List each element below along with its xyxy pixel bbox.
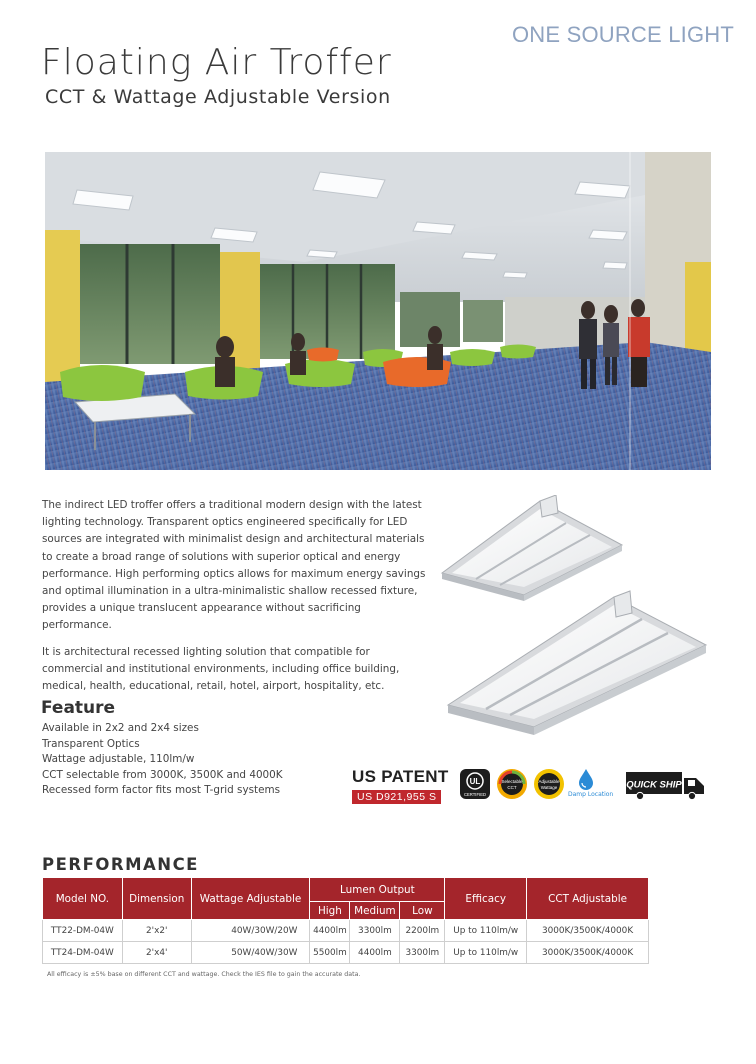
ul-label: CERTIFIED bbox=[463, 792, 487, 797]
feature-item: Recessed form factor fits most T-grid systems bbox=[42, 784, 281, 797]
header-lumen-output: Lumen Output bbox=[310, 878, 445, 902]
table-row bbox=[43, 920, 649, 942]
ul-certified-icon bbox=[459, 768, 491, 800]
cell-dimension: 2'x4' bbox=[122, 942, 191, 964]
performance-heading: PERFORMANCE bbox=[42, 855, 199, 874]
cell-low: 2200lm bbox=[400, 920, 445, 942]
fixture-2x2-image bbox=[442, 495, 622, 601]
feature-heading: Feature bbox=[41, 698, 116, 718]
quick-ship-label: QUICK SHIP bbox=[626, 779, 682, 791]
page-title: Floating Air Troffer bbox=[41, 42, 392, 83]
cell-cct: 3000K/3500K/4000K bbox=[527, 920, 649, 942]
performance-table bbox=[42, 877, 649, 964]
svg-text:Wattage: Wattage bbox=[540, 785, 558, 790]
svg-text:Selectable: Selectable bbox=[501, 779, 523, 784]
feature-item: Wattage adjustable, 110lm/w bbox=[42, 753, 195, 766]
header-high: High bbox=[310, 902, 350, 920]
damp-location-label: Damp Location bbox=[568, 791, 614, 798]
adjustable-wattage-icon bbox=[533, 768, 565, 800]
cell-high: 5500lm bbox=[310, 942, 350, 964]
us-patent-badge bbox=[352, 768, 449, 804]
cell-wattage: 40W/30W/20W bbox=[191, 920, 310, 942]
header-model: Model NO. bbox=[43, 878, 123, 920]
cell-dimension: 2'x2' bbox=[122, 920, 191, 942]
performance-footnote: All efficacy is ±5% base on different CCT and wattage. Check the IES file to gain the accurate data. bbox=[47, 971, 361, 978]
cell-cct: 3000K/3500K/4000K bbox=[527, 942, 649, 964]
cell-high: 4400lm bbox=[310, 920, 350, 942]
fixture-2x4-image bbox=[448, 591, 706, 735]
header-medium: Medium bbox=[350, 902, 400, 920]
feature-item: CCT selectable from 3000K, 3500K and 4000K bbox=[42, 768, 283, 781]
cell-medium: 4400lm bbox=[350, 942, 400, 964]
fixture-images bbox=[438, 495, 708, 735]
description-paragraph: The indirect LED troffer offers a traditional modern design with the latest lighting technology. Transparent optics engineered specifically for LED sources are integrated with minimalist design and architectural materials to create a broad range of solutions with superior optical and energy performance. High performing optics allows for maximum energy savings and optimal illumination in a ultra-minimalistic shallow recessed fixture, provides a unique translucent appearance without sacrificing performance. bbox=[42, 499, 426, 632]
description-paragraph: It is architectural recessed lighting solution that compatible for commercial and institutional environments, including office building, medical, health, educational, retail, hotel, airport, hospitality, etc. bbox=[42, 645, 400, 693]
cell-efficacy: Up to 110lm/w bbox=[445, 920, 527, 942]
svg-text:CCT: CCT bbox=[507, 785, 517, 790]
office-photo bbox=[45, 152, 711, 470]
cell-model: TT24-DM-04W bbox=[43, 942, 123, 964]
cell-efficacy: Up to 110lm/w bbox=[445, 942, 527, 964]
header-efficacy: Efficacy bbox=[445, 878, 527, 920]
patent-title: US PATENT bbox=[352, 767, 449, 786]
cell-medium: 3300lm bbox=[350, 920, 400, 942]
brand-name: ONE SOURCE LIGHT bbox=[511, 22, 734, 47]
header-cct: CCT Adjustable bbox=[527, 878, 649, 920]
cell-wattage: 50W/40W/30W bbox=[191, 942, 310, 964]
cell-model: TT22-DM-04W bbox=[43, 920, 123, 942]
table-row bbox=[43, 942, 649, 964]
quick-ship-icon bbox=[626, 770, 706, 800]
cell-low: 3300lm bbox=[400, 942, 445, 964]
svg-text:Adjustable: Adjustable bbox=[538, 779, 560, 784]
damp-location-icon bbox=[576, 768, 596, 790]
selectable-cct-icon bbox=[496, 768, 528, 800]
header-wattage: Wattage Adjustable bbox=[191, 878, 310, 920]
feature-item: Transparent Optics bbox=[42, 737, 140, 750]
product-description bbox=[42, 497, 427, 695]
patent-number: US D921,955 S bbox=[352, 790, 441, 804]
feature-list bbox=[42, 721, 283, 799]
page-subtitle: CCT & Wattage Adjustable Version bbox=[45, 86, 391, 108]
feature-item: Available in 2x2 and 2x4 sizes bbox=[42, 722, 199, 734]
header-dimension: Dimension bbox=[122, 878, 191, 920]
svg-text:UL: UL bbox=[469, 777, 481, 786]
header-low: Low bbox=[400, 902, 445, 920]
